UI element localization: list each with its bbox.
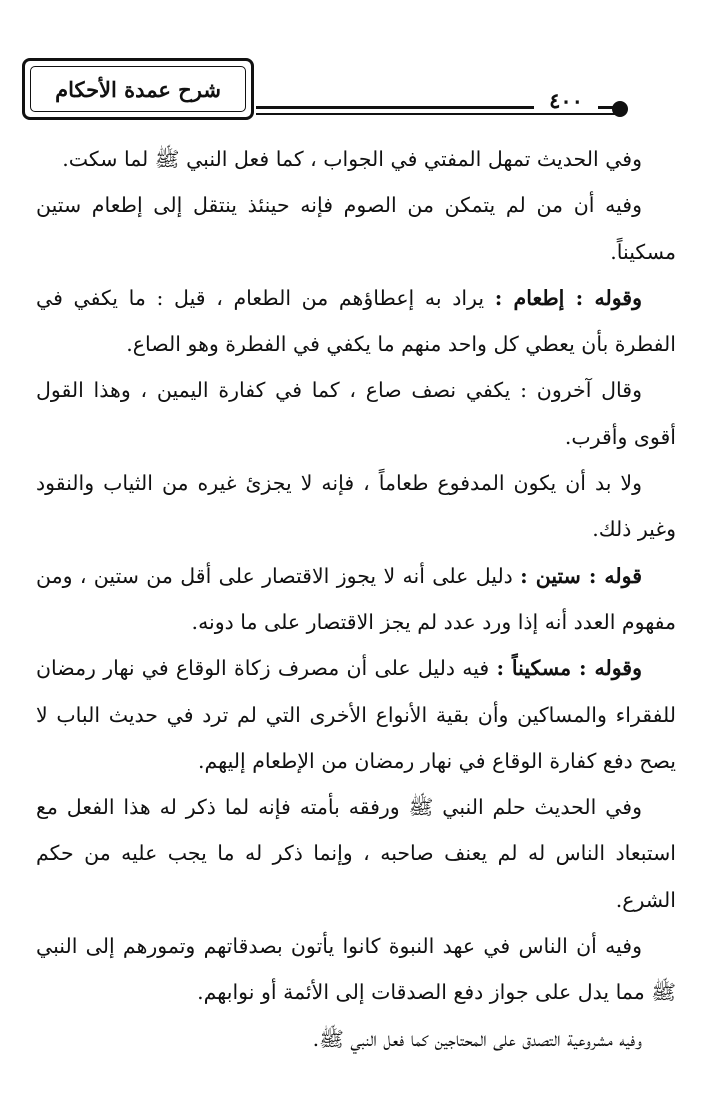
term-heading: قوله : ستين :: [520, 563, 642, 588]
paragraph: وقال آخرون : يكفي نصف صاع ، كما في كفارة اليمين ، وهذا القول أقوى وأقرب.: [36, 378, 676, 449]
term-heading: وقوله : مسكيناً :: [496, 656, 642, 681]
header-dot-ornament: [612, 101, 628, 117]
paragraph: وفيه أن من لم يتمكن من الصوم فإنه حينئذ ينتقل إلى إطعام ستين مسكيناً.: [36, 193, 676, 264]
term-heading: وقوله : إطعام :: [494, 285, 642, 310]
book-title-frame: [22, 58, 254, 120]
paragraph: وقوله : مسكيناً : فيه دليل على أن مصرف زكاة الوقاع في نهار رمضان للفقراء والمساكين وأن بقية الأنواع الأخرى التي لم ترد في حديث الباب لا يصح دفع كفارة الوقاع في نهار رمضان من الإطعام إليهم.: [36, 656, 676, 773]
paragraph: وفي الحديث حلم النبي ﷺ ورفقه بأمته فإنه لما ذكر له هذا الفعل مع استبعاد الناس له لم يعنف صاحبه ، وإنما ذكر له ما يجب عليه من حكم الشرع.: [36, 795, 676, 912]
page-number: ٤٠٠: [534, 90, 598, 112]
body-text: [36, 136, 676, 1062]
paragraph: قوله : ستين : دليل على أنه لا يجوز الاقتصار على أقل من ستين ، ومن مفهوم العدد أنه إذا ورد عدد لم يجز الاقتصار على ما دونه.: [36, 563, 676, 634]
paragraph: وفيه مشروعية التصدق على المحتاجين كما فعل النبي ﷺ.: [312, 1026, 642, 1051]
paragraph: وقوله : إطعام : يراد به إعطاؤهم من الطعام ، قيل : ما يكفي في الفطرة بأن يعطي كل واحد منهم ما يكفي في الفطرة وهو الصاع.: [36, 285, 676, 357]
paragraph: ولا بد أن يكون المدفوع طعاماً ، فإنه لا يجزئ غيره من الثياب والنقود وغير ذلك.: [36, 471, 676, 542]
paragraph: وفيه أن الناس في عهد النبوة كانوا يأتون بصدقاتهم وتمورهم إلى النبي ﷺ مما يدل على جواز دفع الصدقات إلى الأئمة أو نوابهم.: [36, 934, 676, 1005]
header-rule-thin: [256, 113, 616, 115]
book-title: شرح عمدة الأحكام: [30, 66, 246, 112]
paragraph: وفي الحديث تمهل المفتي في الجواب ، كما فعل النبي ﷺ لما سكت.: [62, 147, 642, 171]
